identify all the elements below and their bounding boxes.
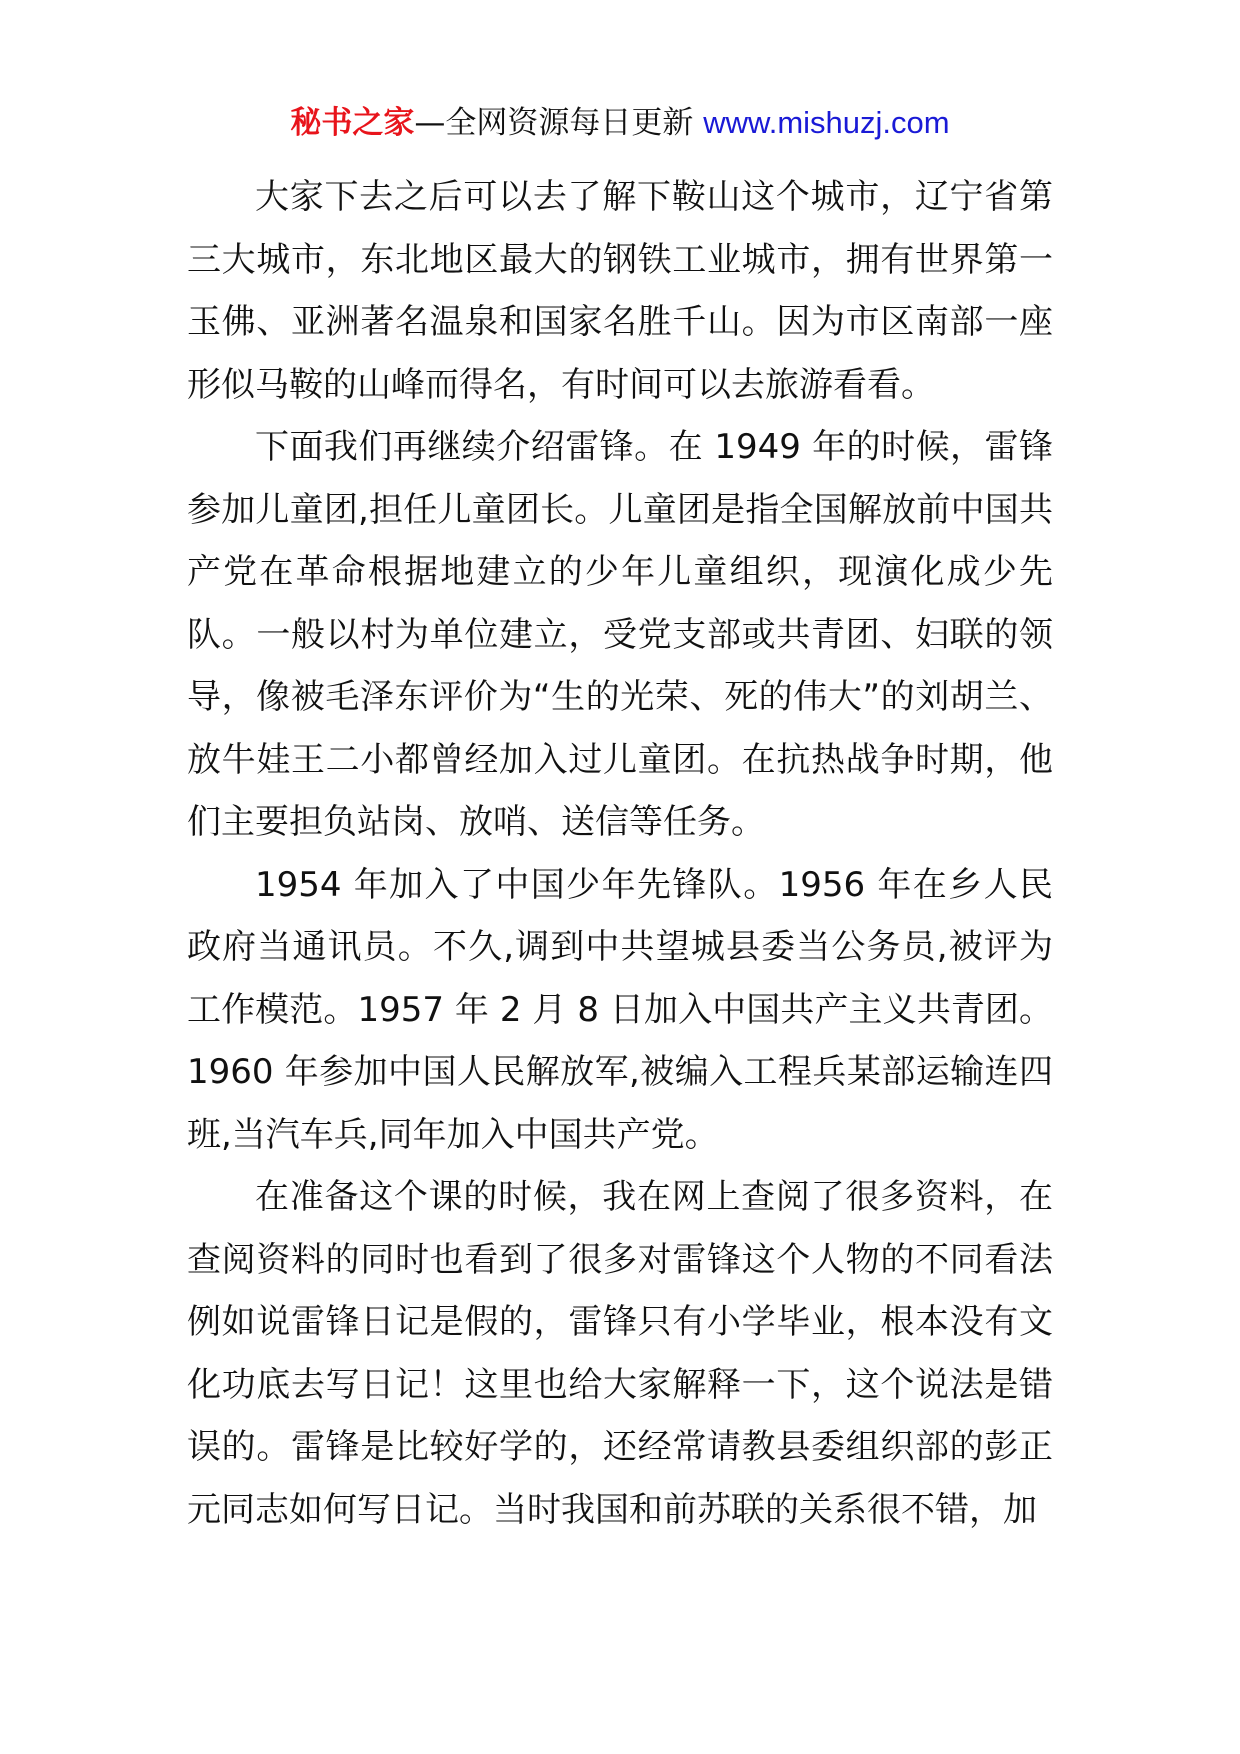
paragraph-timeline: 1954 年加入了中国少年先锋队。1956 年在乡人民政府当通讯员。不久,调到中共望城县委当公务员,被评为工作模范。1957 年 2 月 8 日加入中国共产主义共青团。1960 年参加中国人民解放军,被编入工程兵某部运输连四班,当汽车兵,同年加入中国共产党。 [187, 864, 1053, 1155]
header-tagline: —全网资源每日更新 [414, 105, 694, 141]
paragraph-diary: 在准备这个课的时候，我在网上查阅了很多资料，在查阅资料的同时也看到了很多对雷锋这个人物的不同看法例如说雷锋日记是假的，雷锋只有小学毕业，根本没有文化功底去写日记！这里也给大家解释一下，这个说法是错误的。雷锋是比较好学的，还经常请教县委组织部的彭正元同志如何写日记。当时我国和前苏联的关系很不错，加 [187, 1177, 1053, 1530]
paragraph-childrens-corps: 下面我们再继续介绍雷锋。在 1949 年的时候，雷锋参加儿童团,担任儿童团长。儿童团是指全国解放前中国共产党在革命根据地建立的少年儿童组织，现演化成少先队。一般以村为单位建立，受党支部或共青团、妇联的领导，像被毛泽东评价为“生的光荣、死的伟大”的刘胡兰、放牛娃王二小都曾经加入过儿童团。在抗热战争时期，他们主要担负站岗、放哨、送信等任务。 [187, 427, 1053, 842]
document-body [187, 166, 1053, 1541]
site-url-link[interactable]: www.mishuzj.com [703, 105, 950, 140]
page-header [0, 103, 1240, 143]
paragraph-anshan: 大家下去之后可以去了解下鞍山这个城市，辽宁省第三大城市，东北地区最大的钢铁工业城市，拥有世界第一玉佛、亚洲著名温泉和国家名胜千山。因为市区南部一座形似马鞍的山峰而得名，有时间可以去旅游看看。 [187, 177, 1053, 405]
brand-name: 秘书之家 [290, 105, 415, 141]
